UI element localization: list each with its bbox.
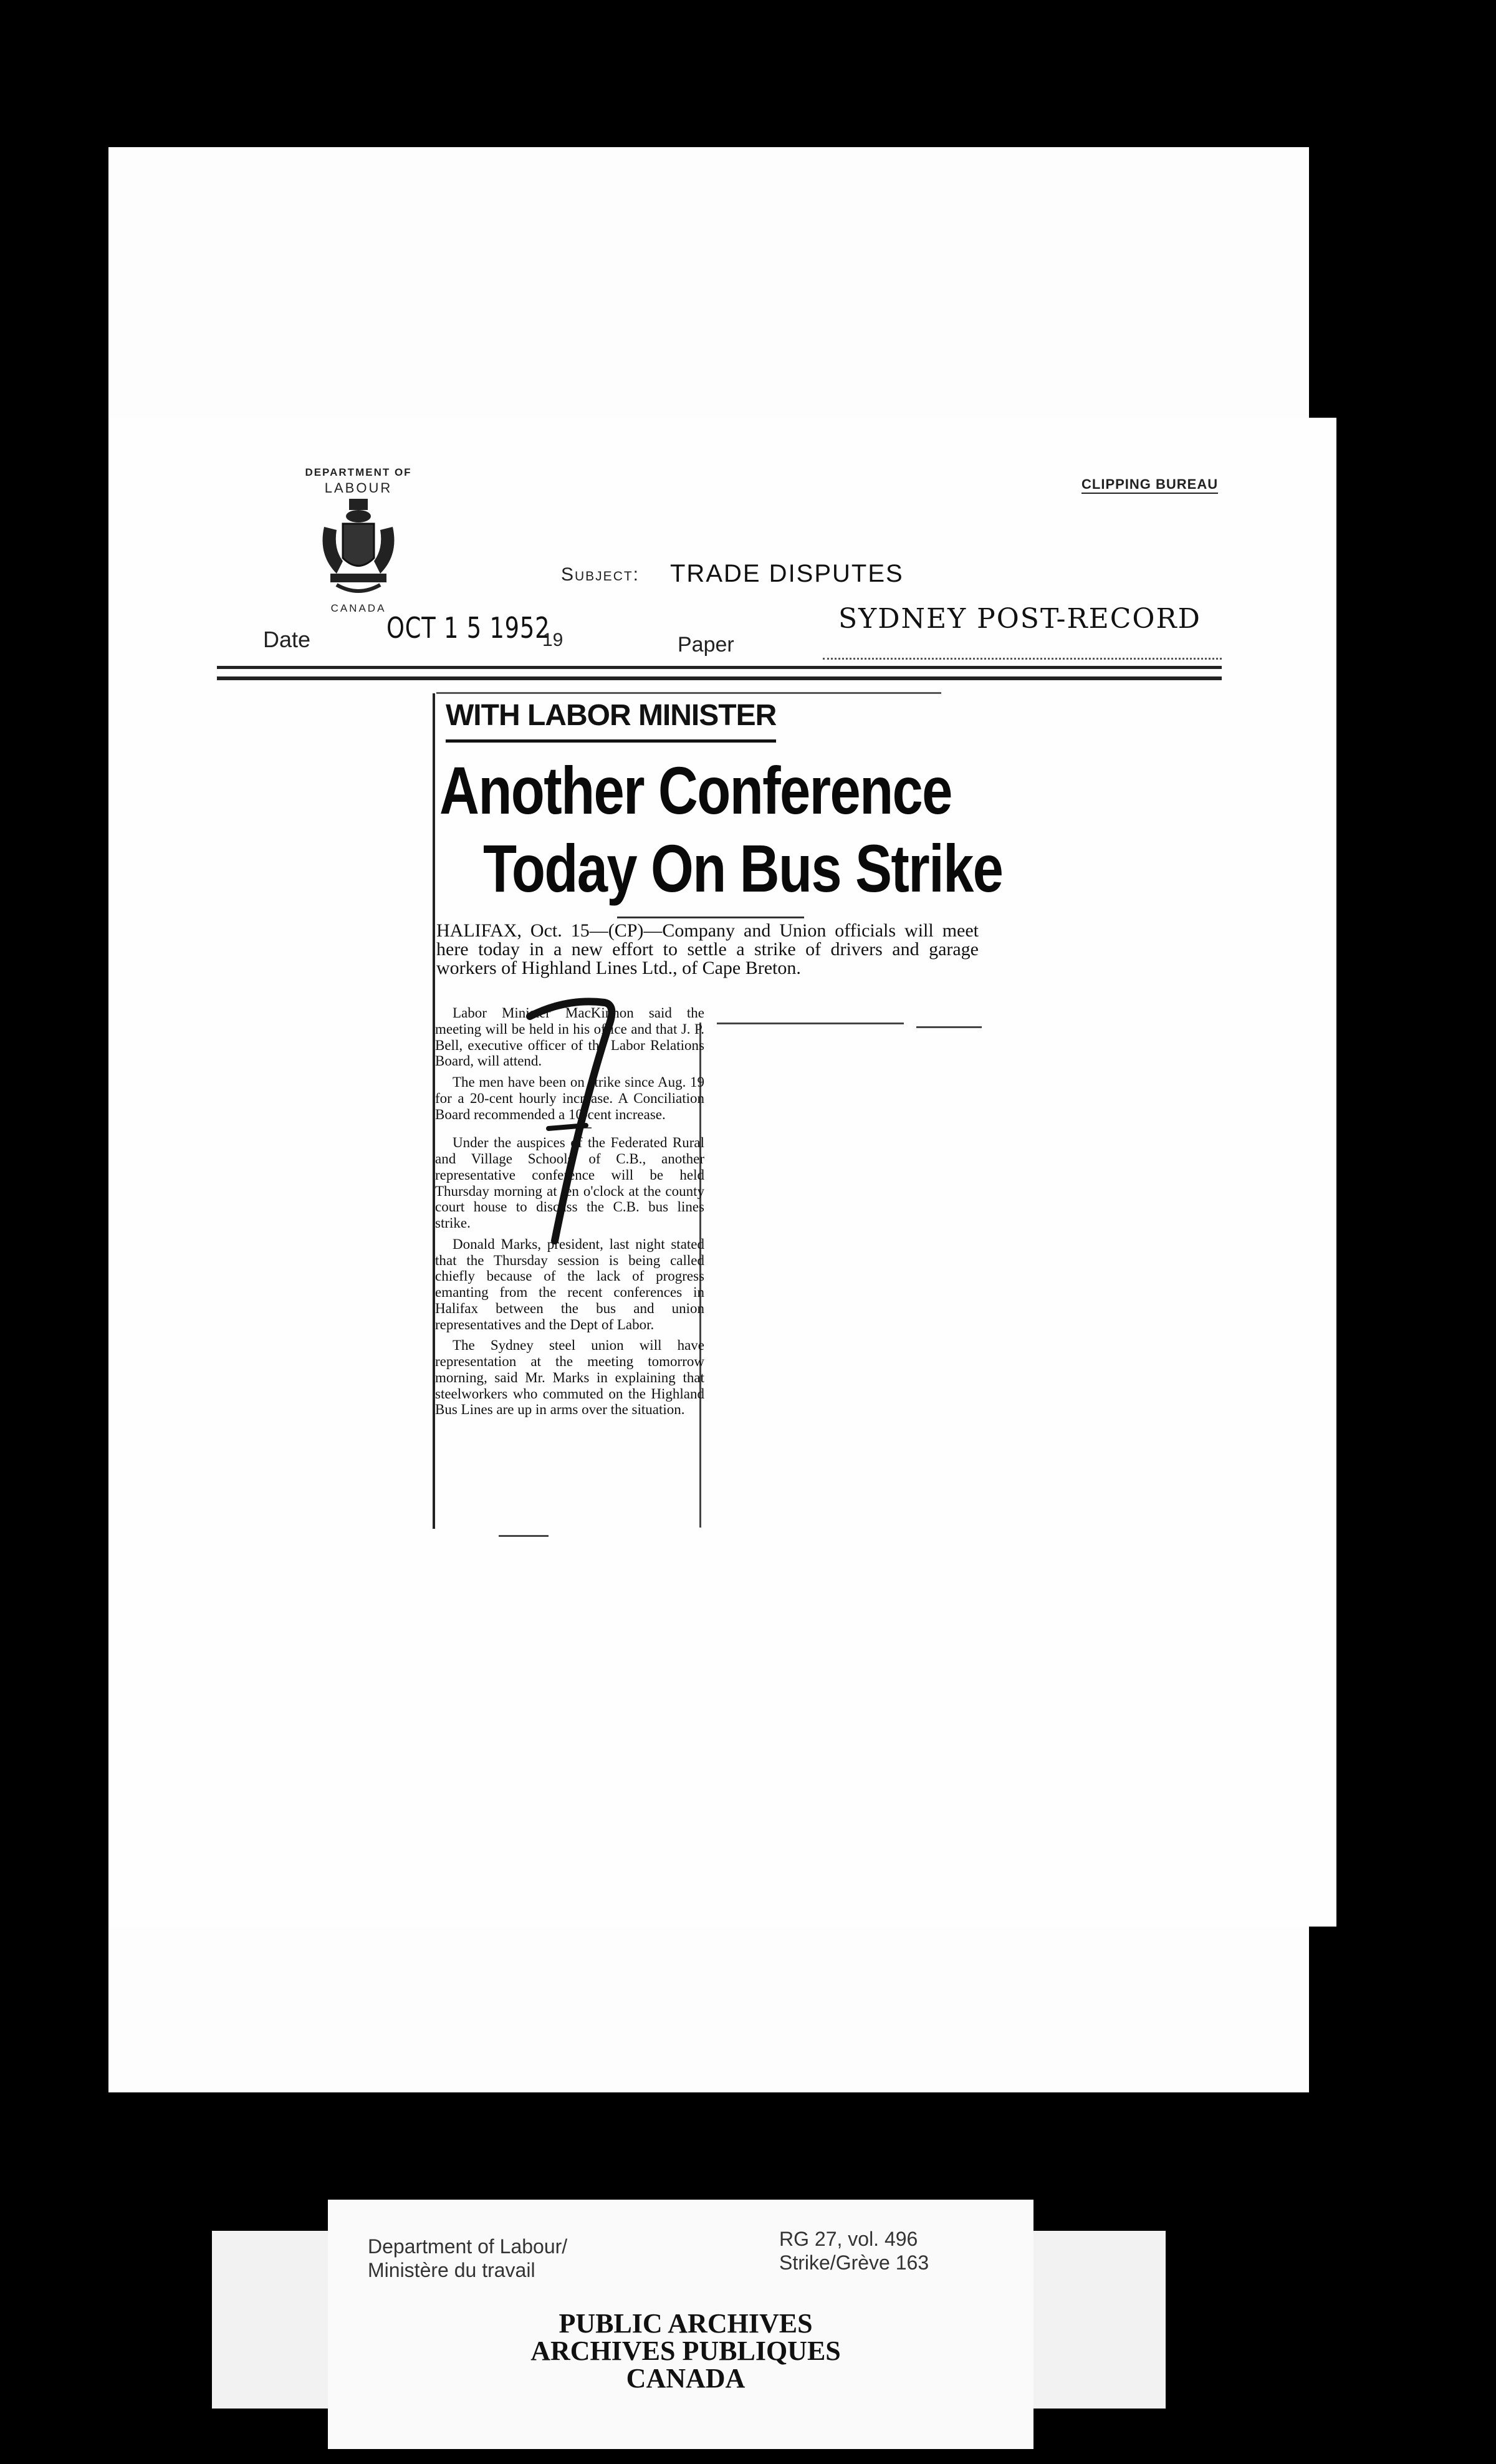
archive-ref-volume: RG 27, vol. 496 bbox=[779, 2228, 918, 2250]
article-paragraph: The men have been on strike since Aug. 19 for a 20-cent hourly increase. A Conciliation Board recommended a 10-cent increase. bbox=[435, 1074, 704, 1122]
archives-stamp bbox=[436, 2310, 935, 2392]
paper-stamp: SYDNEY POST-RECORD bbox=[838, 603, 1201, 635]
header-rule-thick bbox=[217, 676, 1222, 680]
paper-label: Paper bbox=[678, 633, 734, 657]
article-paragraph: Under the auspices of the Federated Rural and Village Schools of C.B., another representative conference will be held Thursday morning at ten o'clock at the county court house to discuss the C.B. bus lines strike. bbox=[435, 1135, 704, 1231]
archives-line-en: PUBLIC ARCHIVES bbox=[559, 2308, 813, 2339]
archive-ref-strike: Strike/Grève 163 bbox=[779, 2251, 929, 2274]
date-label: Date bbox=[263, 627, 311, 652]
article-paragraph: The Sydney steel union will have representation at the meeting tomorrow morning, said Mr. Marks in explaining that steelworkers who commuted on the Highland Bus Lines are up in arms over the situation. bbox=[435, 1337, 704, 1418]
archive-department bbox=[368, 2235, 567, 2283]
article-end-rule bbox=[499, 1535, 549, 1537]
headline-line-1: Another Conference bbox=[439, 753, 952, 828]
kicker-underline bbox=[446, 739, 776, 743]
archive-dept-en: Department of Labour/ bbox=[368, 2235, 568, 2258]
archive-reference bbox=[779, 2227, 929, 2275]
clipping-top-edge bbox=[436, 692, 941, 694]
paper-dotted-line bbox=[823, 658, 1222, 660]
archive-dept-fr: Ministère du travail bbox=[368, 2259, 535, 2282]
department-country: CANADA bbox=[330, 602, 386, 614]
headline-rule bbox=[617, 917, 804, 918]
archives-line-fr: ARCHIVES PUBLIQUES bbox=[530, 2336, 841, 2366]
headline-line-2: Today On Bus Strike bbox=[483, 830, 1003, 906]
department-name: LABOUR bbox=[324, 480, 393, 496]
kicker-headline: WITH LABOR MINISTER bbox=[446, 699, 777, 732]
department-heading: DEPARTMENT OF bbox=[305, 466, 412, 478]
subject-value: TRADE DISPUTES bbox=[670, 560, 904, 587]
lead-paragraph: HALIFAX, Oct. 15—(CP)—Company and Union officials will meet here today in a new effort to settle a strike of drivers and garage workers of Highland Lines Ltd., of Cape Breton. bbox=[436, 920, 979, 978]
clipping-bureau-label: CLIPPING BUREAU bbox=[1081, 476, 1218, 494]
header-rule bbox=[217, 666, 1222, 669]
article-paragraph: Labor Minister MacKinnon said the meeting will be held in his office and that J. P. Bell, executive officer of the Labor Relations Board, will attend. bbox=[435, 1005, 704, 1069]
subject-label: Subject: bbox=[561, 564, 640, 585]
archives-line-country: CANADA bbox=[626, 2363, 746, 2394]
article-paragraph: Donald Marks, president, last night stated that the Thursday session is being called chiefly because of the lack of progress emanting from the recent conferences in Halifax between the bus and union representatives and the Dept of Labor. bbox=[435, 1236, 704, 1332]
year-label: 19 bbox=[542, 630, 563, 650]
column-rule bbox=[717, 1023, 904, 1024]
coat-of-arms-icon bbox=[318, 499, 399, 599]
date-stamp: OCT 1 5 1952 bbox=[386, 611, 550, 645]
handwritten-annotation bbox=[511, 991, 623, 1253]
column-rule-short bbox=[916, 1026, 982, 1028]
